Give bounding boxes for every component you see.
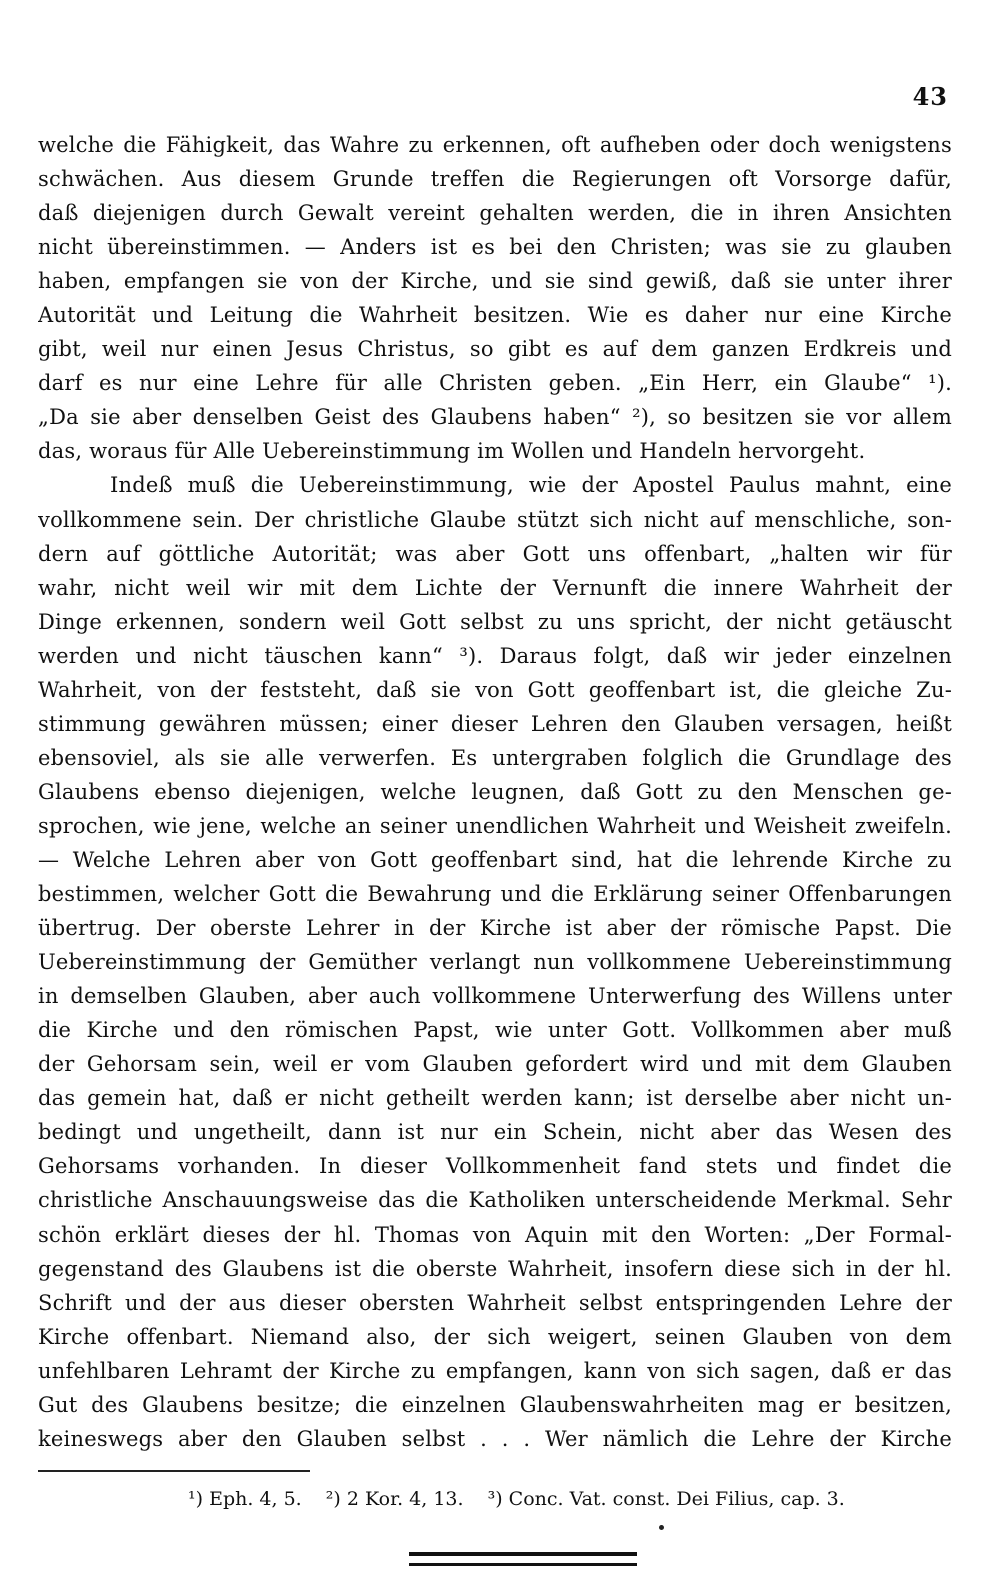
text-line: Autorität und Leitung die Wahrheit besitzen. Wie es daher nur eine Kirche <box>38 303 952 328</box>
text-line: nicht übereinstimmen. — Anders ist es bei den Christen; was sie zu glauben <box>38 235 952 260</box>
text-line: werden und nicht täuschen kann“ ³). Daraus folgt, daß wir jeder einzelnen <box>38 643 952 668</box>
text-line: ebensoviel, als sie alle verwerfen. Es untergraben folglich die Grundlage des <box>38 745 952 770</box>
text-line: gegenstand des Glaubens ist die oberste Wahrheit, insofern diese sich in der hl. <box>38 1256 952 1281</box>
text-line: Schrift und der aus dieser obersten Wahrheit selbst entspringenden Lehre der <box>38 1290 952 1315</box>
text-line: darf es nur eine Lehre für alle Christen geben. „Ein Herr, ein Glaube“ ¹). <box>38 371 952 396</box>
text-line: daß diejenigen durch Gewalt vereint gehalten werden, die in ihren Ansichten <box>38 201 952 226</box>
text-line: vollkommene sein. Der christliche Glaube stützt sich nicht auf menschliche, son- <box>38 507 952 532</box>
text-line: Kirche offenbart. Niemand also, der sich weigert, seinen Glauben von dem <box>38 1324 952 1349</box>
text-line: keineswegs aber den Glauben selbst . . . Wer nämlich die Lehre der Kirche <box>38 1426 952 1451</box>
text-line: bedingt und ungetheilt, dann ist nur ein Schein, nicht aber das Wesen des <box>38 1120 952 1145</box>
text-line: Wahrheit, von der feststeht, daß sie von Gott geoffenbart ist, die gleiche Zu- <box>38 677 952 702</box>
text-line: das gemein hat, daß er nicht getheilt werden kann; ist derselbe aber nicht un- <box>38 1086 952 1111</box>
text-line: die Kirche und den römischen Papst, wie unter Gott. Vollkommen aber muß <box>38 1018 952 1043</box>
text-line: das, woraus für Alle Uebereinstimmung im Wollen und Handeln hervorgeht. <box>38 439 866 464</box>
text-line: schön erklärt dieses der hl. Thomas von Aquin mit den Worten: „Der Formal- <box>38 1222 952 1247</box>
text-line: haben, empfangen sie von der Kirche, und sie sind gewiß, daß sie unter ihrer <box>38 269 952 294</box>
text-line: in demselben Glauben, aber auch vollkommene Unterwerfung des Willens unter <box>38 984 952 1009</box>
text-line: sprochen, wie jene, welche an seiner unendlichen Wahrheit und Weisheit zweifeln. <box>38 813 952 838</box>
text-line: welche die Fähigkeit, das Wahre zu erkennen, oft aufheben oder doch wenigstens <box>38 133 952 157</box>
text-line: der Gehorsam sein, weil er vom Glauben gefordert wird und mit dem Glauben <box>38 1052 952 1077</box>
text-line: stimmung gewähren müssen; einer dieser Lehren den Glauben versagen, heißt <box>38 711 952 736</box>
text-line: Glaubens ebenso diejenigen, welche leugnen, daß Gott zu den Menschen ge- <box>38 779 952 804</box>
text-line: christliche Anschauungsweise das die Katholiken unterscheidende Merkmal. Sehr <box>38 1188 952 1213</box>
footnote-3: ³) Conc. Vat. const. Dei Filius, cap. 3. <box>487 1488 845 1510</box>
text-line: unfehlbaren Lehramt der Kirche zu empfangen, kann von sich sagen, daß er das <box>38 1358 952 1383</box>
footnote-divider <box>38 1470 310 1472</box>
text-line: Dinge erkennen, sondern weil Gott selbst zu uns spricht, der nicht getäuscht <box>38 609 952 634</box>
text-line: bestimmen, welcher Gott die Bewahrung und die Erklärung seiner Offenbarungen <box>38 882 952 907</box>
text-line: übertrug. Der oberste Lehrer in der Kirche ist aber der römische Papst. Die <box>38 916 952 941</box>
text-line: schwächen. Aus diesem Grunde treffen die Regierungen oft Vorsorge dafür, <box>38 167 952 192</box>
text-line: dern auf göttliche Autorität; was aber Gott uns offenbart, „halten wir für <box>38 541 952 566</box>
text-line: „Da sie aber denselben Geist des Glaubens haben“ ²), so besitzen sie vor allem <box>38 405 952 430</box>
text-line: gibt, weil nur einen Jesus Christus, so gibt es auf dem ganzen Erdkreis und <box>38 337 952 362</box>
text-line: — Welche Lehren aber von Gott geoffenbart sind, hat die lehrende Kirche zu <box>38 847 952 872</box>
page-number: 43 <box>912 82 948 111</box>
text-line: Gehorsams vorhanden. In dieser Vollkommenheit fand stets und findet die <box>38 1154 952 1179</box>
text-line: Gut des Glaubens besitze; die einzelnen Glaubenswahrheiten mag er besitzen, <box>38 1392 952 1417</box>
text-line: wahr, nicht weil wir mit dem Lichte der Vernunft die innere Wahrheit der <box>38 575 952 600</box>
ink-speck <box>659 1525 664 1530</box>
footnotes <box>188 1488 888 1510</box>
bottom-rule-mark <box>409 1552 637 1566</box>
text-line: Indeß muß die Uebereinstimmung, wie der Apostel Paulus mahnt, eine <box>110 473 952 498</box>
footnote-2: ²) 2 Kor. 4, 13. <box>325 1488 464 1510</box>
footnote-1: ¹) Eph. 4, 5. <box>188 1488 302 1510</box>
text-line: Uebereinstimmung der Gemüther verlangt nun vollkommene Uebereinstimmung <box>38 950 952 975</box>
body-text <box>38 128 952 1456</box>
